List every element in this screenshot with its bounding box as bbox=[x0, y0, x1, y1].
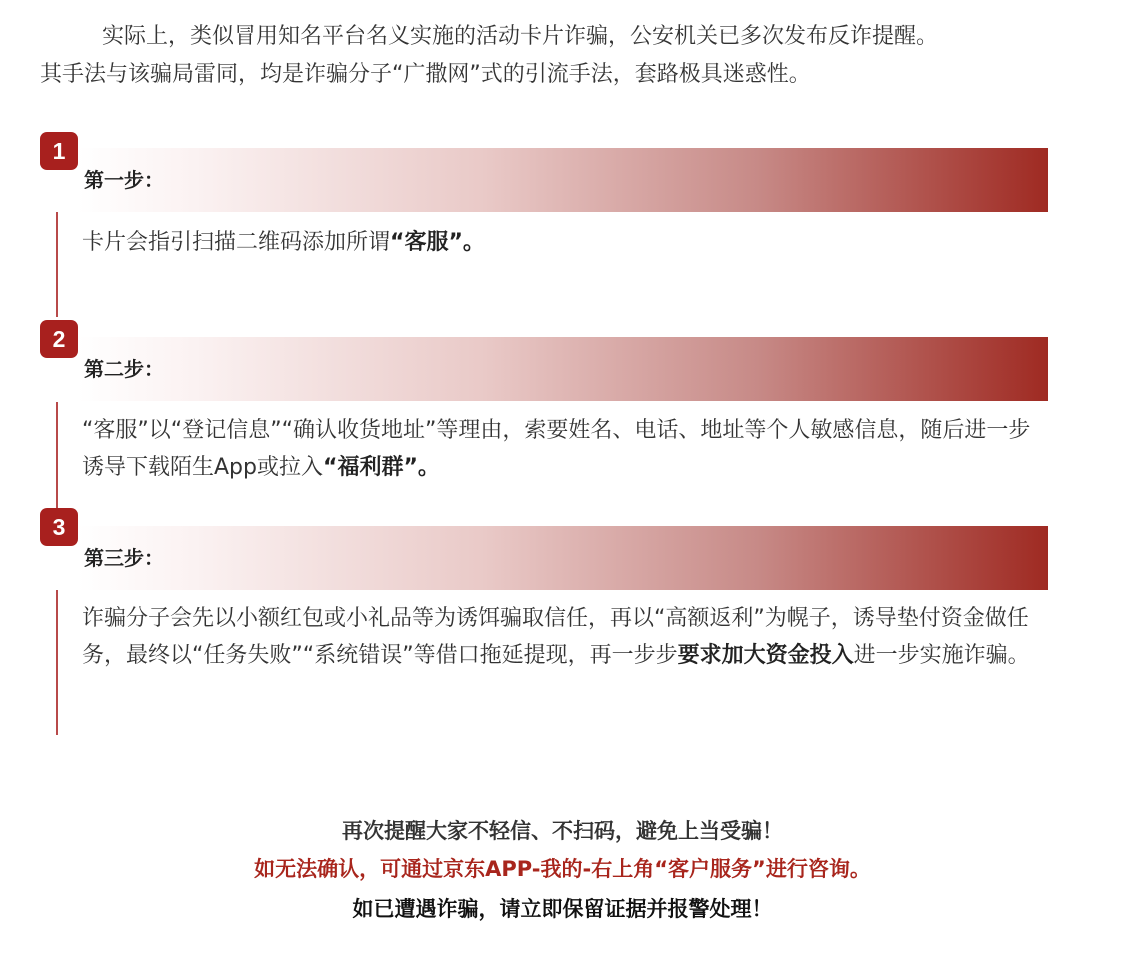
step-3-number-badge: 3 bbox=[40, 508, 78, 546]
step-3-text: 诈骗分子会先以小额红包或小礼品等为诱饵骗取信任，再以“高额返利”为幌子，诱导垫付资金做任务，最终以“任务失败”“系统错误”等借口拖延提现，再一步步 bbox=[82, 606, 1029, 668]
intro-line-2: 其手法与该骗局雷同，均是诈骗分子“广撒网”式的引流手法，套路极具迷惑性。 bbox=[40, 62, 811, 87]
step-1-highlight: “客服”。 bbox=[390, 230, 485, 255]
step-3-header-bar bbox=[78, 526, 1048, 590]
intro-line-1: 实际上，类似冒用知名平台名义实施的活动卡片诈骗，公安机关已多次发布反诈提醒。 bbox=[102, 24, 939, 49]
timeline-line bbox=[56, 402, 58, 510]
step-3-text-tail: 进一步实施诈骗。 bbox=[853, 643, 1030, 668]
intro-paragraph bbox=[40, 18, 1085, 94]
step-2-highlight: “福利群”。 bbox=[322, 455, 440, 480]
step-3-title: 第三步： bbox=[84, 546, 164, 570]
step-3-description bbox=[82, 600, 1042, 674]
step-1-header-bar bbox=[78, 148, 1048, 212]
step-1-title: 第一步： bbox=[84, 168, 164, 192]
step-3-highlight: 要求加大资金投入 bbox=[677, 643, 854, 668]
timeline-line bbox=[56, 212, 58, 317]
step-1-description bbox=[82, 224, 1042, 261]
step-2-title: 第二步： bbox=[84, 357, 164, 381]
closing-report-advice: 如已遭遇诈骗，请立即保留证据并报警处理！ bbox=[352, 897, 773, 921]
closing-consult-hint: 如无法确认，可通过京东APP-我的-右上角“客户服务”进行咨询。 bbox=[254, 857, 871, 881]
step-1-text: 卡片会指引扫描二维码添加所谓 bbox=[82, 230, 391, 255]
step-2-header-bar bbox=[78, 337, 1048, 401]
step-2-text: “客服”以“登记信息”“确认收货地址”等理由，索要姓名、电话、地址等个人敏感信息，随后进一步诱导下载陌生App或拉入 bbox=[82, 418, 1031, 480]
timeline-line bbox=[56, 590, 58, 735]
step-1-number-badge: 1 bbox=[40, 132, 78, 170]
closing-reminder: 再次提醒大家不轻信、不扫码，避免上当受骗！ bbox=[342, 819, 783, 843]
step-2-description bbox=[82, 412, 1042, 486]
step-2-number-badge: 2 bbox=[40, 320, 78, 358]
